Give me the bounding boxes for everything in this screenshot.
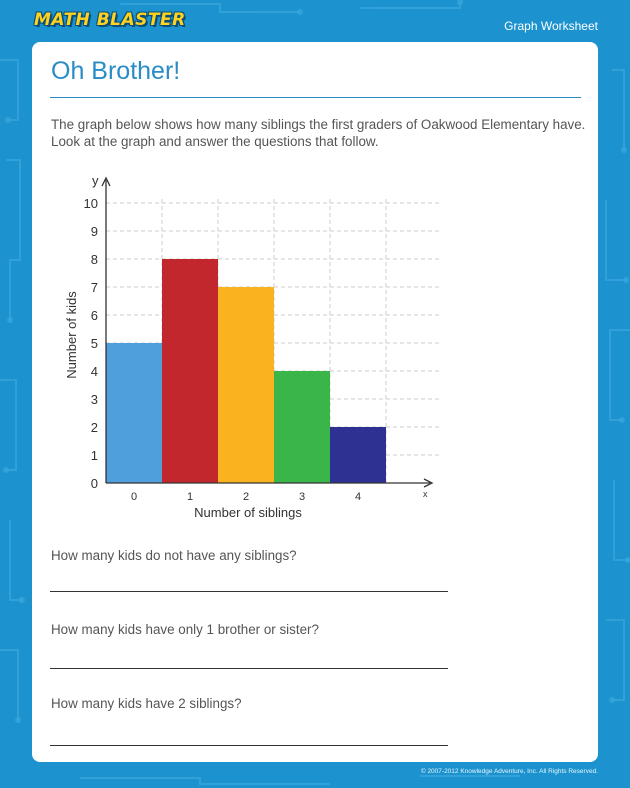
x-tick-label: 0: [130, 491, 138, 503]
y-tick-label: 7: [90, 280, 98, 295]
answer-line-3[interactable]: [50, 745, 448, 746]
y-tick-label: 5: [90, 336, 98, 351]
intro-text: The graph below shows how many siblings the first graders of Oakwood Elementary have. Look at the graph and answer the questions that follow.: [51, 117, 586, 149]
x-tick-label: 1: [186, 491, 194, 503]
x-axis-letter: x: [423, 489, 428, 499]
x-tick-label: 4: [354, 491, 362, 503]
math-blaster-logo: MATH BLASTER: [34, 10, 186, 30]
page-title: Oh Brother!: [51, 57, 181, 85]
y-tick-label: 3: [90, 392, 98, 407]
question-1: How many kids do not have any siblings?: [51, 548, 297, 563]
x-axis-title: Number of siblings: [194, 505, 302, 520]
x-tick-label: 2: [242, 491, 250, 503]
y-tick-label: 9: [90, 224, 98, 239]
title-divider: [50, 97, 581, 98]
y-tick-label: 10: [83, 196, 98, 211]
y-axis-title: Number of kids: [64, 291, 79, 379]
bar-2: [218, 287, 274, 483]
y-tick-label: 2: [90, 420, 98, 435]
answer-line-1[interactable]: [50, 591, 448, 592]
bar-3: [274, 371, 330, 483]
question-2: How many kids have only 1 brother or sister?: [51, 622, 319, 637]
copyright-notice: © 2007-2012 Knowledge Adventure, Inc. All Rights Reserved.: [420, 768, 598, 775]
question-3: How many kids have 2 siblings?: [51, 696, 242, 711]
y-tick-label: 6: [90, 308, 98, 323]
y-tick-label: 0: [90, 476, 98, 491]
answer-line-2[interactable]: [50, 668, 448, 669]
y-tick-label: 1: [90, 448, 98, 463]
y-axis-letter: y: [92, 173, 99, 188]
y-tick-label: 8: [90, 252, 98, 267]
y-tick-label: 4: [90, 364, 98, 379]
bar-0: [106, 343, 162, 483]
bar-1: [162, 259, 218, 483]
siblings-bar-chart: [60, 168, 440, 528]
x-tick-label: 3: [298, 491, 306, 503]
bar-4: [330, 427, 386, 483]
worksheet-type-label: Graph Worksheet: [504, 19, 598, 33]
